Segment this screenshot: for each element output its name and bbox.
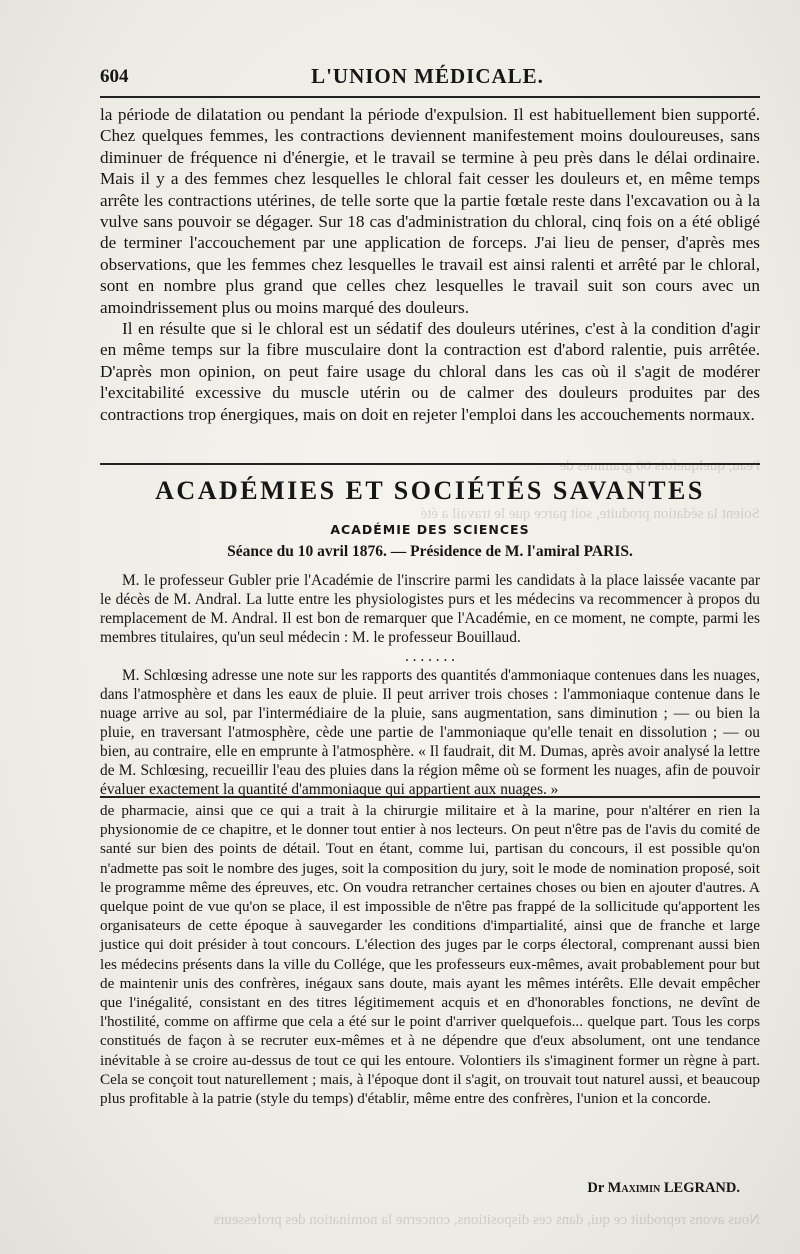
show-through-text: Soient la sédation produite, soit parce que le travail a été: [420, 506, 760, 522]
top-paragraph-2: Il en résulte que si le chloral est un sédatif des douleurs utérines, c'est à la condition d'agir en même temps sur la fibre musculaire dont la contraction est d'abord ralentie, puis arrêtée. D'après mon opinion, on peut faire usage du chloral dans les cas où il s'agit de modérer l'excitabilité excessive du muscle utérin ou de calmer des douleurs produites par des contractions trop énergiques, mais on doit en rejeter l'emploi dans les accouchements normaux.: [100, 319, 760, 424]
section-separator-rule: [100, 463, 760, 465]
page-header: [100, 62, 755, 92]
academy-report: [100, 571, 760, 799]
author-signature: [587, 1180, 740, 1197]
section-title: ACADÉMIES ET SOCIÉTÉS SAVANTES: [155, 476, 705, 505]
session-line: Séance du 10 avril 1876. — Présidence de M. l'amiral PARIS.: [227, 543, 633, 560]
feuilleton-continuation: [100, 801, 760, 1108]
show-through-text: Nous avons reproduit ce qui, dans ces dispositions, concerne la nomination des professeurs: [213, 1212, 760, 1228]
academy-subtitle: ACADÉMIE DES SCIENCES: [330, 522, 530, 537]
academy-paragraph-1: M. le professeur Gubler prie l'Académie de l'inscrire parmi les candidats à la place laissée vacante par le décès de M. Andral. La lutte entre les physiologistes purs et les médecins va recommencer à propos du remplacement de M. Andral. Il est bon de remarquer que l'Académie, en ce moment, ne compte, parmi les membres titulaires, qu'un seul médecin : M. le professeur Bouillaud.: [100, 572, 760, 646]
top-article: [100, 104, 760, 425]
page-number: 604: [100, 66, 129, 87]
academy-paragraph-2: M. Schlœsing adresse une note sur les rapports des quantités d'ammoniaque contenues dans les nuages, dans l'atmosphère et dans les eaux de pluie. Il peut arriver trois choses : l'ammoniaque contenue dans le nuage arrive au sol, par l'intermédiaire de la pluie, sans augmentation, sans diminution ; — ou bien la pluie, en traversant l'atmosphère, cède une partie de l'ammoniaque qu'elle tenait en dissolution ; — ou bien, au contraire, elle en emprunte à l'atmosphère. « Il faudrait, dit M. Dumas, après avoir analysé la lettre de M. Schlœsing, recueillir l'eau des pluies dans la région même où se forment les nuages, afin de pouvoir évaluer exactement la quantité d'ammoniaque qui appartient aux nuages. »: [100, 667, 760, 798]
signature-name: Maximin LEGRAND.: [607, 1180, 740, 1196]
show-through-text: l'eau, quelquefois 60 grammes de: [559, 458, 760, 474]
running-title: L'UNION MÉDICALE.: [311, 64, 544, 88]
ellipsis-dots: . . . . . . .: [404, 648, 456, 665]
signature-prefix: Dr: [587, 1180, 605, 1196]
header-rule: [100, 96, 760, 98]
feuilleton-separator-rule: [100, 796, 760, 798]
feuilleton-paragraph: de pharmacie, ainsi que ce qui a trait à la chirurgie militaire et à la marine, pour n'altérer en rien la physionomie de ce chapitre, et le donner tout entier à nos lecteurs. On peut n'être pas de l'avis du comité de santé sur bien des points de détail. Tout en étant, comme lui, partisan du concours, il est possible qu'on n'admette pas soit le nombre des juges, soit la composition du jury, soit le mode de nomination proposé, soit le programme même des épreuves, etc. On voudra retrancher certaines choses ou bien en ajouter d'autres. A quelque point de vue qu'on se place, il est impossible de n'être pas frappé de la sollicitude qu'apportent les organisateurs de cette époque à sauvegarder les conditions d'impartialité, ainsi que de franche et large justice qui doit présider à tout concours. L'élection des juges par le corps électoral, comprenant aussi bien les médecins présents dans la ville du Collége, que les professeurs eux-mêmes, avait probablement pour but de maintenir unis des confrères, inégaux sans doute, mais ayant les mêmes intérêts. Elle devait empêcher que l'inégalité, consistant en des titres légitimement acquis et en d'honorables fonctions, ne devînt de l'hostilité, comme on affirme que cela a été sur le point d'arriver quelquefois... quelque part. Tous les corps constitués de façon à se recruter eux-mêmes et à ne dépendre que d'eux absolument, ont une tendance inévitable à se croire au-dessus de tout ce qui les entoure. Volontiers ils s'imaginent former un règne à part. Cela se conçoit tout naturellement ; mais, à l'époque dont il s'agit, on trouvait tout naturel aussi, et beaucoup plus profitable à la patrie (style du temps) d'établir, même entre des confrères, l'union et la concorde.: [100, 802, 760, 1108]
top-paragraph-1: la période de dilatation ou pendant la période d'expulsion. Il est habituellement bien supporté. Chez quelques femmes, les contractions deviennent manifestement moins douloureuses, sans diminuer de fréquence ni d'énergie, et le travail se termine à peu près dans le délai ordinaire. Mais il y a des femmes chez lesquelles le chloral fait cesser les douleurs et, en même temps arrête les contractions utérines, de telle sorte que la partie fœtale reste dans l'excavation ou à la vulve sans pouvoir se dégager. Sur 18 cas d'administration du chloral, cinq fois on a été obligé de terminer l'accouchement par une application de forceps. J'ai lieu de penser, d'après mes observations, que les femmes chez lesquelles le travail est ainsi ralenti et arrêté par le chloral, sont en nombre plus grand que celles chez lesquelles le travail suit son cours avec un amoindrissement plus ou moins marqué des douleurs.: [100, 105, 760, 317]
